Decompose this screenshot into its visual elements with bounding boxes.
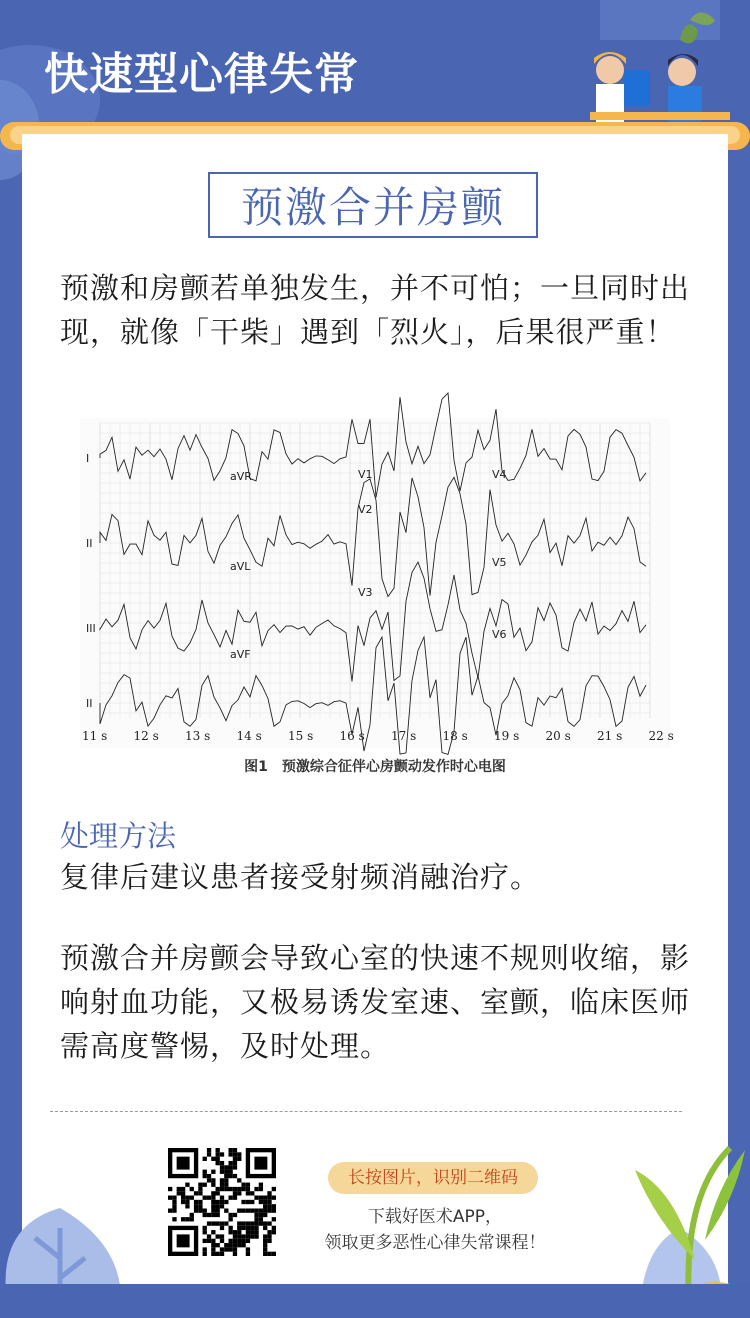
ecg-inner-label: aVL — [230, 560, 251, 573]
explanation-text: 预激合并房颤会导致心室的快速不规则收缩，影响射血功能，又极易诱发室速、室颤，临床医师需高度警惕，及时处理。 — [60, 941, 691, 1063]
section-title: 预激合并房颤 — [240, 183, 505, 232]
ecg-time-tick: 22 s — [648, 729, 674, 743]
divider — [50, 1111, 682, 1112]
ecg-figure — [80, 418, 674, 778]
ecg-time-tick: 17 s — [391, 729, 417, 743]
ecg-lead-label: II — [86, 697, 93, 710]
ecg-lead-label: I — [86, 452, 90, 465]
treatment-heading: 处理方法 — [60, 819, 177, 853]
section-title-box — [208, 172, 538, 238]
doctors-illustration-icon — [580, 0, 740, 128]
footer-band — [0, 1284, 750, 1318]
ecg-time-tick: 15 s — [288, 729, 314, 743]
treatment-text: 复律后建议患者接受射频消融治疗。 — [60, 860, 541, 894]
ecg-time-tick: 13 s — [185, 729, 211, 743]
ecg-inner-label: aVF — [230, 648, 251, 661]
course-note: 领取更多恶性心律失常课程！ — [324, 1233, 546, 1253]
download-note: 下载好医术APP， — [367, 1207, 503, 1227]
ecg-lead-label: II — [86, 537, 93, 550]
ecg-time-tick: 19 s — [494, 729, 520, 743]
intro-paragraph: 预激和房颤若单独发生，并不可怕；一旦同时出现，就像「干柴」遇到「烈火」，后果很严重！ — [60, 271, 691, 349]
qr-code-icon[interactable] — [168, 1148, 276, 1256]
ecg-inner-label: V6 — [492, 628, 507, 641]
page-title: 快速型心律失常 — [44, 49, 359, 100]
ecg-inner-label: V1 — [358, 468, 373, 481]
ecg-time-tick: 11 s — [82, 729, 108, 743]
ecg-lead-label: III — [86, 622, 96, 635]
header-band — [0, 0, 750, 130]
ecg-time-tick: 18 s — [442, 729, 468, 743]
ecg-time-tick: 16 s — [339, 729, 365, 743]
ecg-time-tick: 21 s — [597, 729, 623, 743]
ecg-inner-label: V5 — [492, 556, 507, 569]
ecg-time-tick: 20 s — [545, 729, 571, 743]
ecg-inner-label: V3 — [358, 586, 373, 599]
ecg-time-tick: 12 s — [133, 729, 159, 743]
scan-hint-pill: 长按图片，识别二维码 — [328, 1162, 538, 1194]
ecg-inner-label: aVR — [230, 470, 252, 483]
ecg-caption: 图1 预激综合征伴心房颤动发作时心电图 — [244, 759, 506, 775]
ecg-chart — [80, 418, 674, 748]
ecg-inner-label: V4 — [492, 468, 507, 481]
ecg-inner-label: V2 — [358, 503, 373, 516]
ecg-time-tick: 14 s — [236, 729, 262, 743]
